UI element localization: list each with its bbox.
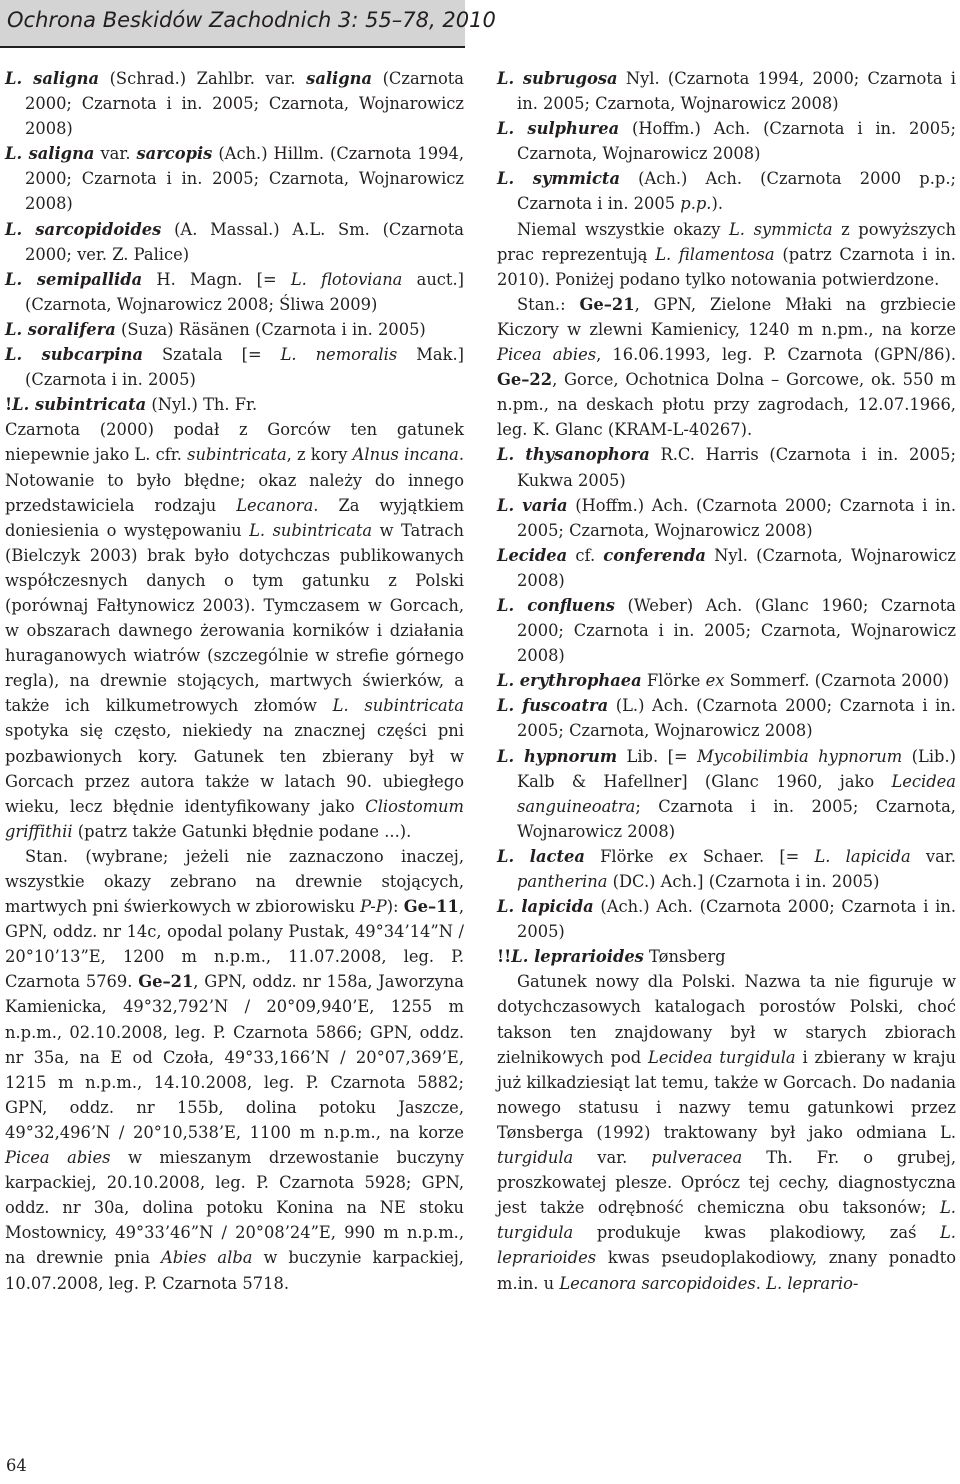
text-run: kwas pseudoplakodiowy, znany ponadto m.in. u: [497, 1248, 956, 1293]
taxon-name: L. symmicta: [729, 219, 833, 239]
species-entry: [497, 493, 956, 543]
taxon-name: L. subintricata: [12, 395, 147, 415]
text-run: Szatala [=: [162, 345, 281, 365]
text-run: , 16.06.1993, leg. P. Czarnota (GPN/86).: [596, 345, 956, 365]
taxon-name: Lecidea sanguineoatra: [517, 771, 956, 816]
left-column: [5, 66, 464, 1296]
taxon-name: L. varia: [497, 495, 568, 515]
text-run: Czarnota (2000) podał z Gorców ten gatunek niepewnie jako L. cfr.: [5, 420, 464, 465]
species-entry: [5, 392, 464, 417]
text-run: (Hoffm.) Ach. (Czarnota 2000; Czarnota i in. 2005; Czarnota, Wojnarowicz 2008): [517, 495, 956, 540]
body-paragraph: [5, 844, 464, 1296]
text-run: (Nyl.) Th. Fr.: [151, 395, 258, 415]
text-run: ):: [386, 897, 404, 917]
text-run: (patrz Czarnota i in. 2010). Poniżej podano tylko notowania potwierdzone.: [497, 244, 956, 289]
species-entry: [497, 66, 956, 116]
taxon-name: L. sarcopidoides: [5, 219, 162, 239]
taxon-name: L. lapicida: [814, 846, 911, 866]
taxon-name: L. leprario-: [766, 1273, 859, 1293]
taxon-name: L. flotoviana: [290, 269, 403, 289]
taxon-name: L. leprarioides: [497, 1223, 956, 1268]
taxon-name: turgidula: [497, 1148, 574, 1168]
taxon-name: p.p.: [680, 194, 712, 214]
taxon-name: sarcopis: [136, 144, 213, 164]
taxon-name: L. turgidula: [497, 1198, 956, 1243]
text-run: (L.) Ach. (Czarnota 2000; Czarnota i in. 2005; Czarnota, Wojnarowicz 2008): [517, 696, 956, 741]
taxon-name: Picea abies: [5, 1148, 111, 1168]
text-run: Tønsberg: [649, 947, 726, 967]
species-entry: [5, 141, 464, 216]
taxon-name: L. semipallida: [5, 269, 143, 289]
text-run: Schaer. [=: [702, 846, 815, 866]
text-run: Flörke: [600, 846, 669, 866]
text-run: z powyższych prac reprezentują: [497, 219, 956, 264]
text-run: i zbierany w kraju już kilkadziesiąt lat temu, także w Gorcach. Do nadania nowego statusu i nazwy temu gatunkowi przez Tønsberga (1992) traktowany był jako odmiana L.: [497, 1047, 956, 1142]
body-paragraph: [5, 417, 464, 844]
species-entry: [497, 593, 956, 668]
taxon-name: Ge–21: [579, 294, 635, 314]
text-run: (Weber) Ach. (Glanc 1960; Czarnota 2000; Czarnota i in. 2005; Czarnota, Wojnarowicz 2008): [517, 595, 956, 666]
text-run: Nyl. (Czarnota 1994, 2000; Czarnota i in. 2005; Czarnota, Wojnarowicz 2008): [517, 69, 957, 114]
species-entry: [5, 317, 464, 342]
text-run: Flörke: [646, 671, 706, 691]
taxon-name: Ge–22: [497, 370, 553, 390]
taxon-name: L. lactea: [497, 846, 585, 866]
text-run: Niemal wszystkie okazy: [517, 219, 729, 239]
species-entry: [5, 217, 464, 267]
species-entry: [497, 668, 956, 693]
text-run: spotyka się często, niekiedy na znacznej części pni pozbawionych kory. Gatunek ten zbierany był w Gorcach przez autora także w latach 90. ubiegłego wieku, lecz błędnie identyfikowany jako: [5, 721, 464, 816]
taxon-name: L. thysanophora: [497, 445, 650, 465]
text-run: produkuje kwas plakodiowy, zaś: [596, 1223, 940, 1243]
text-run: Nyl. (Czarnota, Wojnarowicz 2008): [517, 545, 956, 590]
taxon-name: L. subcarpina: [5, 345, 143, 365]
text-run: (Lib.) Kalb & Hafellner] (Glanc 1960, jako: [517, 746, 956, 791]
text-run: auct.] (Czarnota, Wojnarowicz 2008; Śliwa 2009): [25, 269, 464, 314]
taxon-name: Alnus incana: [352, 445, 459, 465]
text-run: var.: [100, 144, 137, 164]
body-paragraph: [497, 292, 956, 443]
text-run: , GPN, oddz. nr 14c, opodal polany Pustak, 49°34’14”N / 20°10’13”E, 1200 m n.p.m., 11.07.2008, leg. P. Czarnota 5769.: [5, 897, 464, 992]
text-run: w mieszanym drzewostanie buczyny karpackiej, 20.10.2008, leg. P. Czarnota 5928; GPN, oddz. nr 30a, dolina potoku Konina na NE stoku Mostownicy, 49°33’46”N / 20°08’24”E, 990 m n.p.m., na drewnie pnia: [5, 1148, 464, 1268]
text-run: .: [755, 1273, 767, 1293]
species-entry: [497, 116, 956, 166]
taxon-name: Abies alba: [161, 1248, 253, 1268]
taxon-name: L. subintricata: [332, 696, 465, 716]
taxon-name: L. confluens: [497, 595, 615, 615]
text-run: (Czarnota 2000; Czarnota i in. 2005; Czarnota, Wojnarowicz 2008): [25, 69, 464, 139]
species-entry: [497, 744, 956, 844]
species-entry: [5, 267, 464, 317]
body-paragraph: [497, 217, 956, 292]
taxon-name: ex: [668, 846, 688, 866]
text-run: var.: [925, 846, 956, 866]
taxon-name: L. subintricata: [249, 520, 373, 540]
taxon-name: ex: [705, 671, 725, 691]
text-run: (Ach.) Ach. (Czarnota 2000; Czarnota i in. 2005): [517, 897, 956, 942]
species-entry: [497, 166, 956, 216]
text-run: Stan. (wybrane; jeżeli nie zaznaczono inaczej, wszystkie okazy zebrano na drewnie stojących, martwych pni świerkowych w zbiorowisku: [5, 846, 464, 917]
taxon-name: conferenda: [603, 545, 706, 565]
species-entry: [5, 342, 464, 392]
taxon-name: Ge–21: [138, 972, 194, 992]
species-entry: [497, 693, 956, 743]
taxon-name: Lecanora: [236, 495, 314, 515]
text-run: Th. Fr. o grubej, proszkowatej plesze. Oprócz tej cechy, diagnostyczna jest także odrębność chemiczna obu taksonów;: [497, 1148, 956, 1218]
taxon-name: Lecanora sarcopidoides: [559, 1273, 756, 1293]
page-number: 64: [6, 1456, 27, 1475]
text-run: (Hoffm.) Ach. (Czarnota i in. 2005; Czarnota, Wojnarowicz 2008): [517, 119, 956, 164]
text-run: , GPN, oddz. nr 158a, Jaworzyna Kamienicka, 49°32,792’N / 20°09,940’E, 1255 m n.p.m., 02.10.2008, leg. P. Czarnota 5866; GPN, oddz. nr 35a, na E od Czoła, 49°33,166’N / 20°07,369’E, 1215 m n.p.m., 14.10.2008, leg. P. Czarnota 5882; GPN, oddz. nr 155b, dolina potoku Jaszcze, 49°32,496’N / 20°10,538’E, 1100 m n.p.m., na korze: [5, 972, 464, 1142]
body-paragraph: [497, 969, 956, 1295]
text-run: (patrz także Gatunki błędnie podane ...).: [77, 821, 412, 841]
species-entry: [497, 543, 956, 593]
text-run: w buczynie karpackiej, 10.07.2008, leg. P. Czarnota 5718.: [5, 1248, 464, 1293]
taxon-name: L. hypnorum: [497, 746, 618, 766]
text-run: Gatunek nowy dla Polski. Nazwa ta nie figuruje w dotychczasowych katalogach porostów Polski, choć takson ten znajdowany był w starych zbiorach zielnikowych pod: [497, 972, 956, 1067]
taxon-name: pulveracea: [651, 1148, 743, 1168]
taxon-name: L. leprarioides: [511, 947, 644, 967]
text-run: (DC.) Ach.] (Czarnota i in. 2005): [612, 872, 880, 891]
taxon-name: !!: [497, 947, 512, 967]
taxon-name: Lecidea turgidula: [648, 1047, 796, 1067]
taxon-name: L. erythrophaea: [497, 671, 642, 691]
taxon-name: !: [5, 395, 13, 415]
taxon-name: L. sulphurea: [497, 119, 620, 139]
text-run: Mak.] (Czarnota i in. 2005): [25, 345, 464, 390]
taxon-name: Cliostomum griffithii: [5, 796, 464, 841]
taxon-name: L. symmicta: [497, 169, 620, 189]
text-run: . Notowanie to było błędne; okaz należy do innego przedstawiciela rodzaju: [5, 445, 464, 515]
text-run: var.: [597, 1148, 652, 1168]
text-run: , Gorce, Ochotnica Dolna – Gorcowe, ok. 550 m n.pm., na deskach płotu przy zagrodach, 12.07.1966, leg. K. Glanc (KRAM-L-40267).: [497, 370, 956, 440]
running-header: [0, 0, 496, 48]
text-run: , z kory: [286, 445, 353, 465]
taxon-name: L. filamentosa: [655, 244, 775, 264]
text-run: ; Czarnota i in. 2005; Czarnota, Wojnarowicz 2008): [517, 796, 956, 841]
journal-citation: Ochrona Beskidów Zachodnich 3: 55–78, 2010: [7, 8, 496, 32]
taxon-name: P-P: [360, 897, 387, 917]
taxon-name: saligna: [306, 69, 373, 88]
text-run: ).: [711, 194, 724, 214]
text-run: w Tatrach (Bielczyk 2003) brak było dotychczas publikowanych współczesnych danych o tym gatunku z Polski (porównaj Fałtynowicz 2003). Tymczasem w Gorcach, w obszarach dawnego żerowania korników i działania huraganowych wiatrów (szczególnie w strefie górnego regla), na drewnie stojących, martwych świerków, a także ich kilkumetrowych złomów: [5, 520, 464, 716]
text-run: H. Magn. [=: [156, 269, 291, 289]
taxon-name: Lecidea: [497, 545, 568, 565]
text-run: cf.: [575, 545, 604, 565]
taxon-name: L. fuscoatra: [497, 696, 609, 716]
species-entry: [497, 844, 956, 894]
taxon-name: Picea abies: [497, 345, 597, 365]
text-run: (Ach.) Ach. (Czarnota 2000 p.p.; Czarnota i in. 2005: [517, 169, 956, 214]
text-run: Stan.:: [517, 294, 580, 314]
taxon-name: pantherina: [517, 872, 608, 891]
text-run: (Suza) Räsänen (Czarnota i in. 2005): [120, 319, 426, 339]
species-entry: [497, 894, 956, 944]
text-run: Sommerf. (Czarnota 2000): [729, 671, 950, 691]
text-run: . Za wyjątkiem doniesienia o występowaniu: [5, 495, 465, 540]
taxon-name: subintricata: [187, 445, 287, 465]
taxon-name: L. nemoralis: [280, 345, 398, 365]
taxon-name: L. saligna: [5, 144, 95, 164]
text-run: R.C. Harris (Czarnota i in. 2005; Kukwa 2005): [517, 445, 956, 490]
taxon-name: L. subrugosa: [497, 69, 618, 88]
taxon-name: L. lapicida: [497, 897, 594, 917]
taxon-name: L. soralifera: [5, 319, 116, 339]
taxon-name: L. saligna: [5, 69, 100, 88]
text-run: Lib. [=: [626, 746, 698, 766]
species-entry: [5, 66, 464, 141]
taxon-name: Mycobilimbia hypnorum: [697, 746, 903, 766]
text-run: (A. Massal.) A.L. Sm. (Czarnota 2000; ver. Z. Palice): [25, 219, 464, 264]
species-entry: [497, 442, 956, 492]
text-run: (Schrad.) Zahlbr. var.: [109, 69, 307, 88]
text-run: , GPN, Zielone Młaki na grzbiecie Kiczory w zlewni Kamienicy, 1240 m n.pm., na korze: [497, 294, 956, 339]
taxon-name: Ge–11: [403, 897, 459, 917]
right-column: [497, 66, 956, 1296]
species-entry: [497, 944, 956, 969]
text-run: (Ach.) Hillm. (Czarnota 1994, 2000; Czarnota i in. 2005; Czarnota, Wojnarowicz 2008): [25, 144, 464, 214]
